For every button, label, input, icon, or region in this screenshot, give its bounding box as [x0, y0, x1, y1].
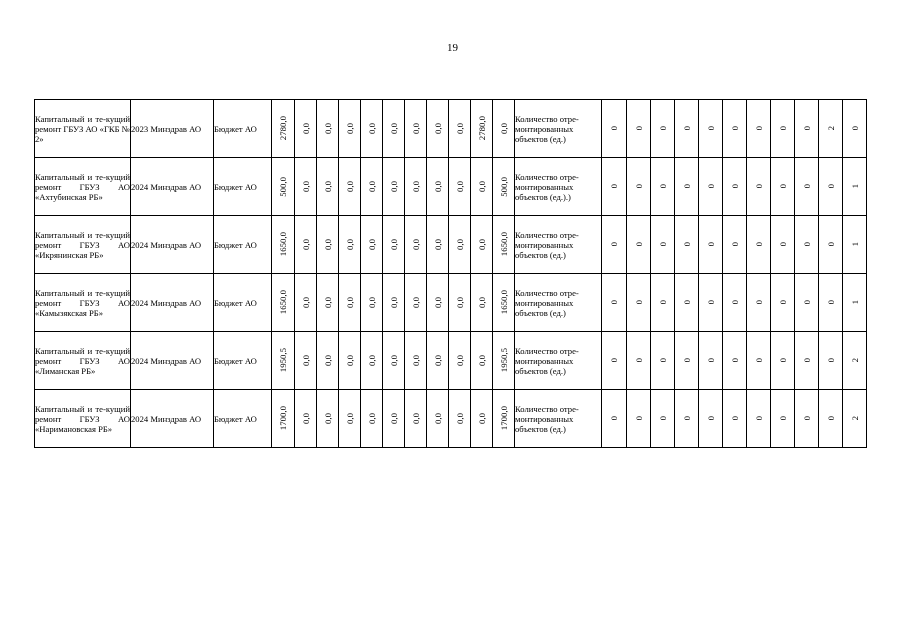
year-executor-cell: 2024 Минздрав АО [131, 332, 214, 390]
indicator-value-cell-value: 2 [849, 416, 860, 421]
funding-source-cell: Бюджет АО [214, 216, 272, 274]
finance-cell-value: 0,0 [300, 413, 311, 424]
finance-cell [272, 332, 295, 390]
indicator-value-cell-value: 1 [849, 184, 860, 189]
indicator-value-cell-value: 0 [729, 416, 740, 421]
finance-cell-value: 0,0 [366, 297, 377, 308]
finance-cell [272, 274, 295, 332]
finance-cell-value: 0,0 [344, 355, 355, 366]
finance-cell [471, 158, 493, 216]
finance-cell-value: 0,0 [388, 413, 399, 424]
indicator-value-cell [819, 100, 843, 158]
funding-source-cell: Бюджет АО [214, 158, 272, 216]
finance-cell [317, 100, 339, 158]
indicator-value-cell [651, 390, 675, 448]
event-name-cell: Капитальный и те-кущий ремонт ГБУЗ АО «Наримановская РБ» [35, 390, 131, 448]
indicator-value-cell-value: 0 [825, 300, 836, 305]
finance-cell-value: 0,0 [322, 297, 333, 308]
indicator-value-cell-value: 0 [777, 358, 788, 363]
finance-cell [383, 332, 405, 390]
indicator-value-cell-value: 0 [753, 358, 764, 363]
indicator-value-cell [602, 332, 627, 390]
indicator-value-cell-value: 0 [705, 358, 716, 363]
indicator-value-cell [627, 100, 651, 158]
indicator-value-cell-value: 0 [849, 126, 860, 131]
finance-cell [272, 158, 295, 216]
indicator-value-cell [675, 332, 699, 390]
finance-cell-value: 0,0 [476, 355, 487, 366]
indicator-value-cell [627, 274, 651, 332]
finance-cell-value: 1700,0 [278, 406, 288, 431]
finance-cell [361, 216, 383, 274]
finance-cell-value: 1950,5 [498, 348, 509, 373]
indicator-value-cell [627, 158, 651, 216]
indicator-value-cell [819, 274, 843, 332]
finance-cell [427, 100, 449, 158]
indicator-value-cell-value: 0 [705, 300, 716, 305]
finance-cell [295, 158, 317, 216]
finance-cell [493, 274, 515, 332]
finance-cell [427, 274, 449, 332]
finance-cell-value: 0,0 [300, 355, 311, 366]
finance-cell-value: 0,0 [454, 181, 465, 192]
indicator-value-cell-value: 0 [609, 242, 619, 247]
finance-cell-value: 0,0 [432, 297, 443, 308]
indicator-value-cell-value: 0 [681, 184, 692, 189]
indicator-value-cell-value: 0 [777, 300, 788, 305]
funding-source-cell: Бюджет АО [214, 274, 272, 332]
program-table [34, 99, 867, 448]
indicator-value-cell [843, 216, 867, 274]
finance-cell-value: 0,0 [300, 297, 311, 308]
table-row [35, 216, 867, 274]
indicator-value-cell [771, 216, 795, 274]
finance-cell [383, 216, 405, 274]
year-executor-cell: 2024 Минздрав АО [131, 158, 214, 216]
indicator-value-cell-value: 0 [777, 416, 788, 421]
indicator-value-cell [651, 216, 675, 274]
finance-cell [471, 390, 493, 448]
finance-cell [339, 390, 361, 448]
year-executor-cell: 2024 Минздрав АО [131, 390, 214, 448]
finance-cell-value: 0,0 [366, 239, 377, 250]
indicator-value-cell-value: 0 [681, 242, 692, 247]
finance-cell-value: 1700,0 [498, 406, 509, 431]
finance-cell-value: 0,0 [454, 123, 465, 134]
finance-cell [295, 100, 317, 158]
finance-cell [471, 274, 493, 332]
indicator-value-cell [651, 274, 675, 332]
indicator-value-cell [602, 100, 627, 158]
finance-cell [361, 158, 383, 216]
finance-cell [493, 158, 515, 216]
indicator-value-cell-value: 0 [681, 416, 692, 421]
indicator-value-cell [675, 274, 699, 332]
indicator-value-cell-value: 0 [753, 242, 764, 247]
finance-cell-value: 1650,0 [498, 232, 509, 257]
finance-cell [295, 390, 317, 448]
finance-cell-value: 0,0 [388, 239, 399, 250]
finance-cell [317, 216, 339, 274]
year-executor-cell: 2023 Минздрав АО [131, 100, 214, 158]
finance-cell [471, 216, 493, 274]
finance-cell-value: 0,0 [410, 413, 421, 424]
finance-cell [339, 332, 361, 390]
indicator-value-cell-value: 0 [777, 184, 788, 189]
indicator-value-cell [675, 216, 699, 274]
indicator-value-cell-value: 0 [705, 184, 716, 189]
indicator-value-cell [843, 332, 867, 390]
indicator-value-cell-value: 0 [657, 300, 668, 305]
finance-cell-value: 1650,0 [278, 290, 288, 315]
indicator-value-cell-value: 0 [753, 184, 764, 189]
indicator-value-cell-value: 2 [849, 358, 860, 363]
indicator-value-cell-value: 0 [681, 126, 692, 131]
finance-cell-value: 0,0 [322, 355, 333, 366]
event-name-cell: Капитальный и те-кущий ремонт ГБУЗ АО «ГКБ № 2» [35, 100, 131, 158]
finance-cell-value: 0,0 [410, 181, 421, 192]
finance-cell-value: 0,0 [454, 297, 465, 308]
indicator-value-cell-value: 0 [705, 416, 716, 421]
finance-cell-value: 500,0 [278, 176, 288, 197]
indicator-value-cell-value: 1 [849, 242, 860, 247]
finance-cell [339, 100, 361, 158]
finance-cell [449, 216, 471, 274]
indicator-value-cell [723, 100, 747, 158]
indicator-value-cell [602, 274, 627, 332]
indicator-value-cell [699, 158, 723, 216]
indicator-value-cell-value: 0 [657, 416, 668, 421]
finance-cell [317, 390, 339, 448]
finance-cell-value: 0,0 [388, 181, 399, 192]
indicator-value-cell [771, 332, 795, 390]
finance-cell [493, 100, 515, 158]
finance-cell [272, 390, 295, 448]
indicator-value-cell [771, 390, 795, 448]
indicator-value-cell-value: 0 [801, 416, 812, 421]
indicator-value-cell [699, 216, 723, 274]
indicator-cell: Количество отре-монтированных объектов (ед.) [515, 332, 602, 390]
indicator-value-cell [723, 158, 747, 216]
finance-cell [449, 274, 471, 332]
indicator-value-cell [723, 332, 747, 390]
finance-cell-value: 2780,0 [278, 116, 288, 141]
finance-cell [295, 332, 317, 390]
finance-cell-value: 0,0 [366, 123, 377, 134]
indicator-value-cell-value: 0 [825, 416, 836, 421]
finance-cell-value: 0,0 [388, 355, 399, 366]
indicator-value-cell [675, 158, 699, 216]
finance-cell [471, 100, 493, 158]
indicator-value-cell-value: 0 [681, 300, 692, 305]
finance-cell-value: 0,0 [498, 123, 509, 134]
indicator-value-cell-value: 0 [633, 184, 644, 189]
indicator-value-cell-value: 0 [609, 126, 619, 131]
indicator-value-cell [627, 332, 651, 390]
indicator-value-cell [747, 216, 771, 274]
finance-cell-value: 0,0 [454, 413, 465, 424]
finance-cell [449, 390, 471, 448]
indicator-value-cell-value: 0 [729, 358, 740, 363]
indicator-value-cell-value: 0 [777, 126, 788, 131]
finance-cell-value: 0,0 [322, 413, 333, 424]
indicator-value-cell [723, 216, 747, 274]
indicator-value-cell-value: 0 [753, 126, 764, 131]
indicator-value-cell-value: 0 [633, 416, 644, 421]
finance-cell [317, 332, 339, 390]
indicator-value-cell-value: 0 [657, 242, 668, 247]
indicator-value-cell-value: 0 [705, 126, 716, 131]
finance-cell-value: 1650,0 [278, 232, 288, 257]
indicator-value-cell [747, 274, 771, 332]
indicator-value-cell [819, 216, 843, 274]
finance-cell [383, 158, 405, 216]
year-executor-cell: 2024 Минздрав АО [131, 274, 214, 332]
funding-source-cell: Бюджет АО [214, 332, 272, 390]
indicator-value-cell [602, 158, 627, 216]
finance-cell-value: 0,0 [432, 355, 443, 366]
indicator-value-cell [699, 274, 723, 332]
finance-cell-value: 0,0 [454, 239, 465, 250]
indicator-value-cell [819, 390, 843, 448]
indicator-value-cell [771, 100, 795, 158]
table-row [35, 332, 867, 390]
indicator-value-cell-value: 0 [609, 184, 619, 189]
indicator-value-cell-value: 0 [801, 126, 812, 131]
finance-cell-value: 0,0 [366, 181, 377, 192]
indicator-value-cell [747, 390, 771, 448]
indicator-cell: Количество отре-монтированных объектов (ед.) [515, 390, 602, 448]
finance-cell-value: 0,0 [476, 181, 487, 192]
indicator-value-cell-value: 0 [801, 358, 812, 363]
finance-cell-value: 0,0 [366, 355, 377, 366]
table-row [35, 100, 867, 158]
finance-cell-value: 0,0 [454, 355, 465, 366]
indicator-value-cell [651, 332, 675, 390]
finance-cell [405, 100, 427, 158]
finance-cell-value: 0,0 [410, 297, 421, 308]
finance-cell [361, 332, 383, 390]
event-name-cell: Капитальный и те-кущий ремонт ГБУЗ АО «Лиманская РБ» [35, 332, 131, 390]
finance-cell [317, 274, 339, 332]
indicator-cell: Количество отре-монтированных объектов (ед.).) [515, 158, 602, 216]
indicator-value-cell-value: 0 [729, 126, 740, 131]
finance-cell [405, 274, 427, 332]
finance-cell-value: 1650,0 [498, 290, 509, 315]
funding-source-cell: Бюджет АО [214, 390, 272, 448]
indicator-value-cell [747, 158, 771, 216]
funding-source-cell: Бюджет АО [214, 100, 272, 158]
indicator-value-cell [795, 100, 819, 158]
finance-cell [405, 390, 427, 448]
finance-cell-value: 0,0 [476, 413, 487, 424]
indicator-value-cell-value: 0 [657, 358, 668, 363]
finance-cell-value: 0,0 [476, 297, 487, 308]
indicator-value-cell [771, 274, 795, 332]
indicator-value-cell-value: 0 [609, 416, 619, 421]
finance-cell-value: 0,0 [432, 239, 443, 250]
indicator-value-cell [602, 216, 627, 274]
finance-cell-value: 500,0 [498, 176, 509, 197]
finance-cell [295, 274, 317, 332]
finance-cell [339, 158, 361, 216]
finance-cell-value: 0,0 [344, 239, 355, 250]
indicator-value-cell-value: 0 [825, 358, 836, 363]
indicator-value-cell [723, 390, 747, 448]
indicator-value-cell [795, 158, 819, 216]
indicator-value-cell-value: 0 [777, 242, 788, 247]
indicator-value-cell-value: 0 [609, 358, 619, 363]
indicator-value-cell [843, 100, 867, 158]
indicator-value-cell-value: 1 [849, 300, 860, 305]
indicator-value-cell-value: 0 [657, 184, 668, 189]
indicator-cell: Количество отре-монтированных объектов (ед.) [515, 216, 602, 274]
indicator-value-cell [795, 332, 819, 390]
table-row [35, 274, 867, 332]
finance-cell [493, 332, 515, 390]
indicator-value-cell-value: 0 [657, 126, 668, 131]
indicator-value-cell [651, 100, 675, 158]
finance-cell-value: 0,0 [344, 297, 355, 308]
table-row [35, 158, 867, 216]
finance-cell-value: 0,0 [432, 123, 443, 134]
finance-cell [361, 274, 383, 332]
finance-cell [493, 390, 515, 448]
indicator-value-cell-value: 0 [729, 300, 740, 305]
finance-cell [405, 332, 427, 390]
finance-cell [383, 274, 405, 332]
indicator-value-cell [723, 274, 747, 332]
indicator-value-cell [627, 390, 651, 448]
finance-cell-value: 2780,0 [476, 116, 487, 141]
indicator-value-cell-value: 0 [681, 358, 692, 363]
indicator-value-cell [699, 100, 723, 158]
finance-cell [339, 216, 361, 274]
indicator-value-cell-value: 0 [825, 184, 836, 189]
indicator-value-cell [675, 100, 699, 158]
finance-cell [383, 100, 405, 158]
finance-cell-value: 0,0 [300, 181, 311, 192]
indicator-value-cell [747, 332, 771, 390]
finance-cell-value: 0,0 [388, 297, 399, 308]
finance-cell [272, 216, 295, 274]
finance-cell [405, 158, 427, 216]
finance-cell [361, 390, 383, 448]
finance-cell [383, 390, 405, 448]
indicator-value-cell [795, 216, 819, 274]
indicator-value-cell [843, 158, 867, 216]
indicator-value-cell-value: 0 [753, 416, 764, 421]
finance-cell-value: 0,0 [322, 123, 333, 134]
indicator-value-cell-value: 0 [753, 300, 764, 305]
indicator-value-cell-value: 2 [825, 126, 836, 131]
indicator-value-cell-value: 0 [801, 184, 812, 189]
indicator-value-cell-value: 0 [609, 300, 619, 305]
indicator-value-cell [771, 158, 795, 216]
indicator-value-cell-value: 0 [801, 242, 812, 247]
finance-cell [449, 332, 471, 390]
finance-cell [317, 158, 339, 216]
event-name-cell: Капитальный и те-кущий ремонт ГБУЗ АО «Икрянинская РБ» [35, 216, 131, 274]
event-name-cell: Капитальный и те-кущий ремонт ГБУЗ АО «Камызякская РБ» [35, 274, 131, 332]
finance-cell-value: 0,0 [410, 123, 421, 134]
indicator-value-cell [795, 390, 819, 448]
indicator-value-cell-value: 0 [801, 300, 812, 305]
finance-cell-value: 0,0 [476, 239, 487, 250]
finance-cell-value: 0,0 [322, 239, 333, 250]
indicator-value-cell [843, 390, 867, 448]
indicator-value-cell-value: 0 [633, 126, 644, 131]
finance-cell-value: 0,0 [410, 355, 421, 366]
finance-cell-value: 0,0 [344, 413, 355, 424]
finance-cell-value: 0,0 [432, 413, 443, 424]
finance-cell [427, 158, 449, 216]
finance-cell [295, 216, 317, 274]
indicator-value-cell [699, 390, 723, 448]
finance-cell-value: 0,0 [410, 239, 421, 250]
finance-cell [427, 390, 449, 448]
finance-cell [427, 332, 449, 390]
indicator-value-cell [819, 158, 843, 216]
indicator-value-cell [602, 390, 627, 448]
finance-cell-value: 0,0 [300, 123, 311, 134]
finance-cell [449, 100, 471, 158]
indicator-value-cell-value: 0 [633, 300, 644, 305]
year-executor-cell: 2024 Минздрав АО [131, 216, 214, 274]
indicator-cell: Количество отре-монтированных объектов (ед.) [515, 100, 602, 158]
indicator-value-cell [627, 216, 651, 274]
finance-cell [449, 158, 471, 216]
indicator-value-cell [675, 390, 699, 448]
finance-cell-value: 0,0 [344, 181, 355, 192]
indicator-value-cell [795, 274, 819, 332]
finance-cell-value: 0,0 [300, 239, 311, 250]
finance-cell [427, 216, 449, 274]
indicator-value-cell-value: 0 [729, 184, 740, 189]
indicator-value-cell-value: 0 [633, 358, 644, 363]
indicator-value-cell [819, 332, 843, 390]
finance-cell [361, 100, 383, 158]
page-number: 19 [447, 42, 458, 54]
finance-cell-value: 1950,5 [278, 348, 288, 373]
indicator-value-cell-value: 0 [729, 242, 740, 247]
indicator-cell: Количество отре-монтированных объектов (ед.) [515, 274, 602, 332]
event-name-cell: Капитальный и те-кущий ремонт ГБУЗ АО «Ахтубинская РБ» [35, 158, 131, 216]
finance-cell-value: 0,0 [388, 123, 399, 134]
indicator-value-cell-value: 0 [633, 242, 644, 247]
finance-cell-value: 0,0 [366, 413, 377, 424]
finance-cell [471, 332, 493, 390]
finance-cell-value: 0,0 [344, 123, 355, 134]
table-row [35, 390, 867, 448]
finance-cell-value: 0,0 [432, 181, 443, 192]
indicator-value-cell [843, 274, 867, 332]
indicator-value-cell-value: 0 [825, 242, 836, 247]
indicator-value-cell [747, 100, 771, 158]
finance-cell [405, 216, 427, 274]
indicator-value-cell [699, 332, 723, 390]
finance-cell [272, 100, 295, 158]
indicator-value-cell-value: 0 [705, 242, 716, 247]
finance-cell [493, 216, 515, 274]
indicator-value-cell [651, 158, 675, 216]
finance-cell [339, 274, 361, 332]
finance-cell-value: 0,0 [322, 181, 333, 192]
